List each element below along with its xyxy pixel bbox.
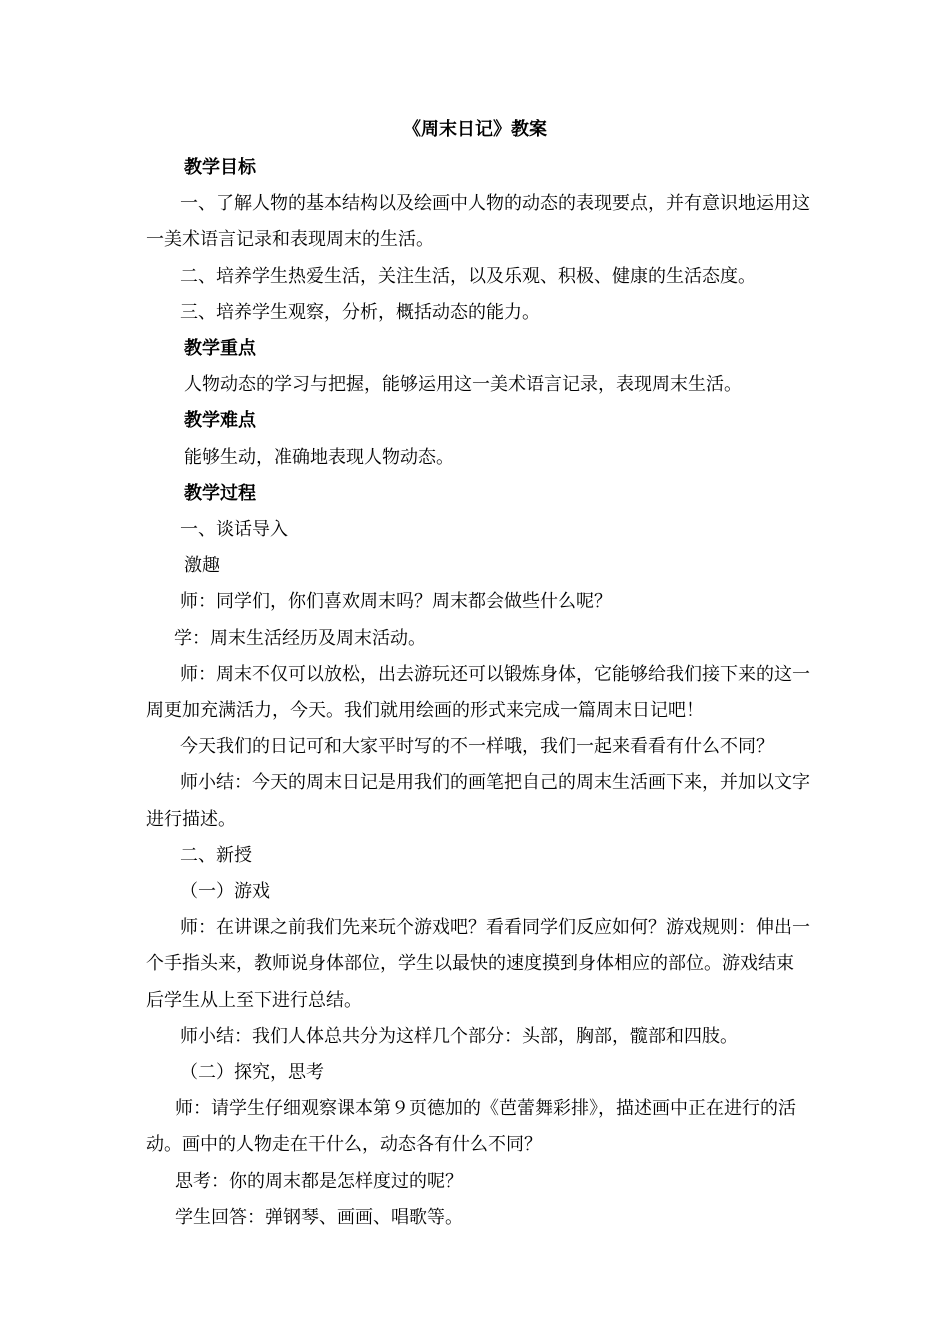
- part1-title: 一、谈话导入: [180, 519, 288, 541]
- answer-text: 学生回答：弹钢琴、画画、唱歌等。: [175, 1206, 463, 1228]
- key-points-text: 人物动态的学习与把握，能够运用这一美术语言记录，表现周末生活。: [184, 374, 742, 396]
- teacher-summary-1: 师小结：今天的周末日记是用我们的画笔把自己的周末生活画下来，并加以文字进行描述。: [146, 772, 810, 830]
- part2-title: 二、新授: [180, 844, 252, 866]
- section-heading-key-points: 教学重点: [184, 338, 256, 360]
- part2-subtitle-explore: （二）探究，思考: [180, 1062, 324, 1084]
- dialog-teacher-1: 师：同学们，你们喜欢周末吗？周末都会做些什么呢？: [180, 591, 612, 613]
- section-heading-objectives: 教学目标: [184, 157, 256, 178]
- think-text: 思考：你的周末都是怎样度过的呢？: [175, 1170, 463, 1192]
- dialog-student-1: 学：周末生活经历及周末活动。: [174, 627, 426, 649]
- section-heading-process: 教学过程: [184, 482, 256, 504]
- objective-2: 二、培养学生热爱生活，关注生活，以及乐观、积极、健康的生活态度。: [180, 265, 756, 287]
- objective-3: 三、培养学生观察，分析，概括动态的能力。: [180, 301, 540, 323]
- section-heading-difficulties: 教学难点: [184, 410, 256, 432]
- difficulties-text: 能够生动，准确地表现人物动态。: [184, 446, 454, 468]
- part2-subtitle-game: （一）游戏: [180, 881, 270, 903]
- dialog-teacher-3: 今天我们的日记可和大家平时写的不一样哦，我们一起来看看有什么不同？: [180, 736, 774, 758]
- observe-text: 师：请学生仔细观察课本第９页德加的《芭蕾舞彩排》，描述画中正在进行的活动。画中的人物走在干什么，动态各有什么不同？: [146, 1098, 796, 1156]
- document-body: [146, 150, 810, 1236]
- dialog-teacher-2: 师：周末不仅可以放松，出去游玩还可以锻炼身体，它能够给我们接下来的这一周更加充满活力，今天。我们就用绘画的形式来完成一篇周末日记吧！: [146, 663, 810, 722]
- objective-1: 一、了解人物的基本结构以及绘画中人物的动态的表现要点，并有意识地运用这一美术语言记录和表现周末的生活。: [146, 193, 810, 251]
- teacher-summary-2: 师小结：我们人体总共分为这样几个部分：头部，胸部，髋部和四肢。: [180, 1025, 738, 1047]
- game-text: 师：在讲课之前我们先来玩个游戏吧？看看同学们反应如何？游戏规则：伸出一个手指头来，教师说身体部位，学生以最快的速度摸到身体相应的部位。游戏结束后学生从上至下进行总结。: [146, 917, 810, 1011]
- part1-subtitle: 激趣: [184, 555, 220, 577]
- document-title: 《周末日记》教案: [403, 119, 547, 140]
